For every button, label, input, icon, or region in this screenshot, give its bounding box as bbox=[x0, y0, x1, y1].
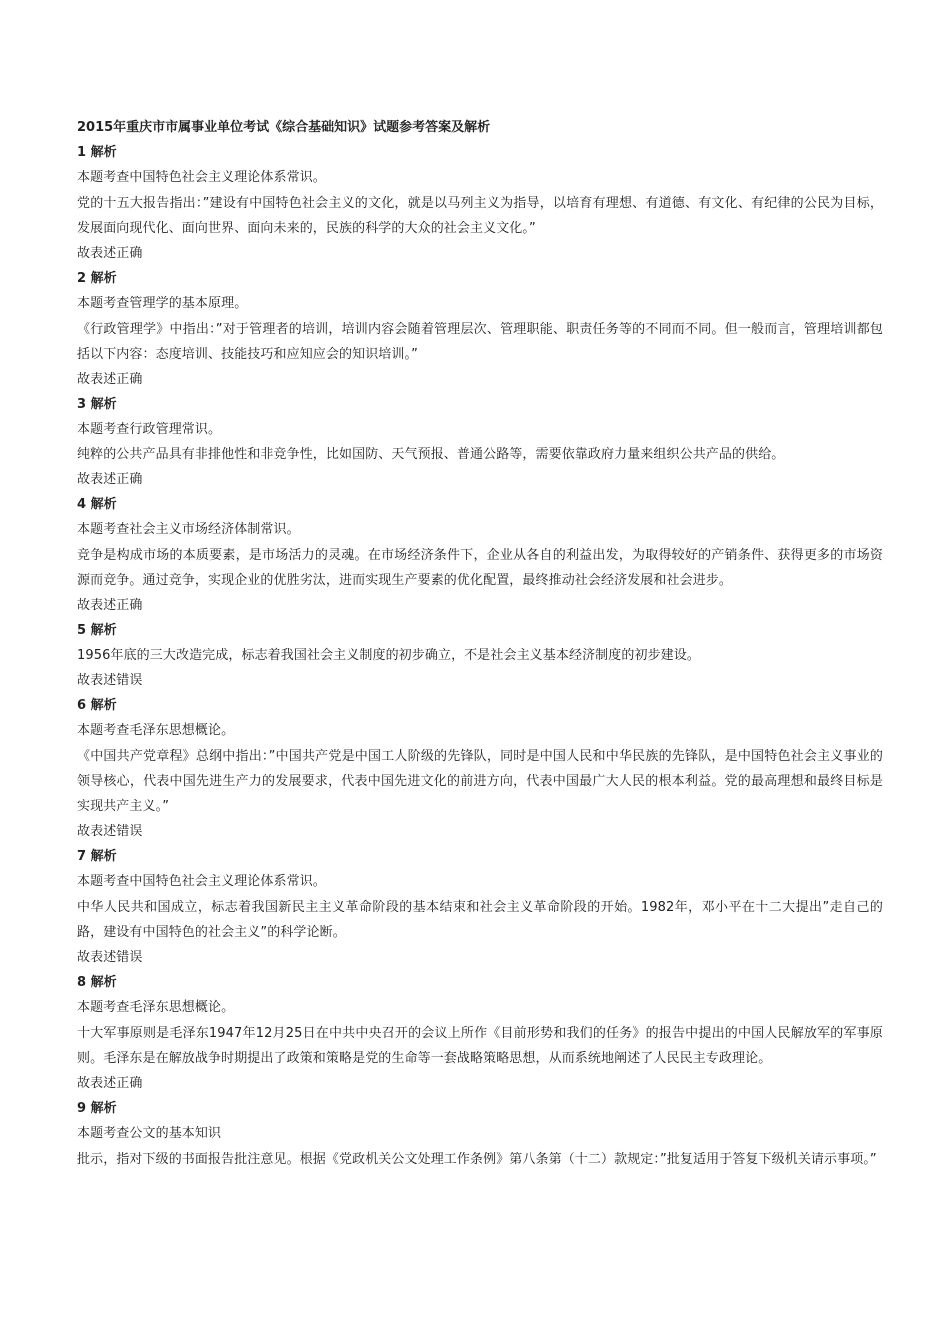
item-7-line-1: 本题考查中国特色社会主义理论体系常识。 bbox=[77, 874, 326, 889]
item-6-line-1: 本题考查毛泽东思想概论。 bbox=[77, 723, 235, 738]
item-4-line-1: 本题考查社会主义市场经济体制常识。 bbox=[77, 522, 300, 537]
item-4-line-2: 竞争是构成市场的本质要素，是市场活力的灵魂。在市场经济条件下，企业从各自的利益出发，为取得较好的产销条件、获得更多的市场资源而竞争。通过竞争，实现企业的优胜劣汰，进而实现生产要素的优化配置，最终推动社会经济发展和社会进步。 bbox=[77, 548, 883, 588]
item-5-conclusion: 故表述错误 bbox=[77, 673, 143, 688]
item-5-heading: 5 解析 bbox=[77, 623, 117, 638]
item-1-conclusion: 故表述正确 bbox=[77, 246, 143, 261]
item-6-line-2: 《中国共产党章程》总纲中指出：”中国共产党是中国工人阶级的先锋队，同时是中国人民和中华民族的先锋队，是中国特色社会主义事业的领导核心，代表中国先进生产力的发展要求，代表中国先进文化的前进方向，代表中国最广大人民的根本利益。党的最高理想和最终目标是实现共产主义。” bbox=[77, 749, 883, 814]
document-page bbox=[77, 118, 883, 1175]
item-9-heading: 9 解析 bbox=[77, 1101, 117, 1116]
item-1-line-2: 党的十五大报告指出：”建设有中国特色社会主义的文化，就是以马列主义为指导，以培育有理想、有道德、有文化、有纪律的公民为目标，发展面向现代化、面向世界、面向未来的，民族的科学的大众的社会主义文化。” bbox=[77, 196, 883, 236]
item-3-line-1: 本题考查行政管理常识。 bbox=[77, 422, 222, 437]
item-2-conclusion: 故表述正确 bbox=[77, 372, 143, 387]
item-4-heading: 4 解析 bbox=[77, 497, 117, 512]
item-7-heading: 7 解析 bbox=[77, 849, 117, 864]
item-8-conclusion: 故表述正确 bbox=[77, 1076, 143, 1091]
item-1-line-1: 本题考查中国特色社会主义理论体系常识。 bbox=[77, 170, 326, 185]
item-3-conclusion: 故表述正确 bbox=[77, 472, 143, 487]
item-8-line-2: 十大军事原则是毛泽东1947年12月25日在中共中央召开的会议上所作《目前形势和我们的任务》的报告中提出的中国人民解放军的军事原则。毛泽东是在解放战争时期提出了政策和策略是党的生命等一套战略策略思想，从而系统地阐述了人民民主专政理论。 bbox=[77, 1026, 883, 1066]
item-6-heading: 6 解析 bbox=[77, 698, 117, 713]
item-8-line-1: 本题考查毛泽东思想概论。 bbox=[77, 1000, 235, 1015]
item-8-heading: 8 解析 bbox=[77, 975, 117, 990]
item-3-line-2: 纯粹的公共产品具有非排他性和非竞争性，比如国防、天气预报、普通公路等，需要依靠政府力量来组织公共产品的供给。 bbox=[77, 447, 785, 462]
document-title: 2015年重庆市市属事业单位考试《综合基础知识》试题参考答案及解析 bbox=[77, 120, 491, 135]
item-2-line-2: 《行政管理学》中指出：”对于管理者的培训，培训内容会随着管理层次、管理职能、职责任务等的不同而不同。但一般而言，管理培训都包括以下内容：态度培训、技能技巧和应知应会的知识培训。” bbox=[77, 322, 883, 362]
item-2-heading: 2 解析 bbox=[77, 271, 117, 286]
item-5-line-1: 1956年底的三大改造完成，标志着我国社会主义制度的初步确立，不是社会主义基本经济制度的初步建设。 bbox=[77, 648, 700, 663]
item-7-conclusion: 故表述错误 bbox=[77, 950, 143, 965]
item-4-conclusion: 故表述正确 bbox=[77, 598, 143, 613]
item-2-line-1: 本题考查管理学的基本原理。 bbox=[77, 296, 248, 311]
item-1-heading: 1 解析 bbox=[77, 145, 117, 160]
item-6-conclusion: 故表述错误 bbox=[77, 824, 143, 839]
item-9-line-2: 批示，指对下级的书面报告批注意见。根据《党政机关公文处理工作条例》第八条第（十二）款规定：”批复适用于答复下级机关请示事项。” bbox=[77, 1152, 877, 1167]
item-3-heading: 3 解析 bbox=[77, 397, 117, 412]
item-7-line-2: 中华人民共和国成立，标志着我国新民主主义革命阶段的基本结束和社会主义革命阶段的开始。1982年，邓小平在十二大提出”走自己的路，建设有中国特色的社会主义”的科学论断。 bbox=[77, 900, 883, 940]
item-9-line-1: 本题考查公文的基本知识 bbox=[77, 1126, 222, 1141]
